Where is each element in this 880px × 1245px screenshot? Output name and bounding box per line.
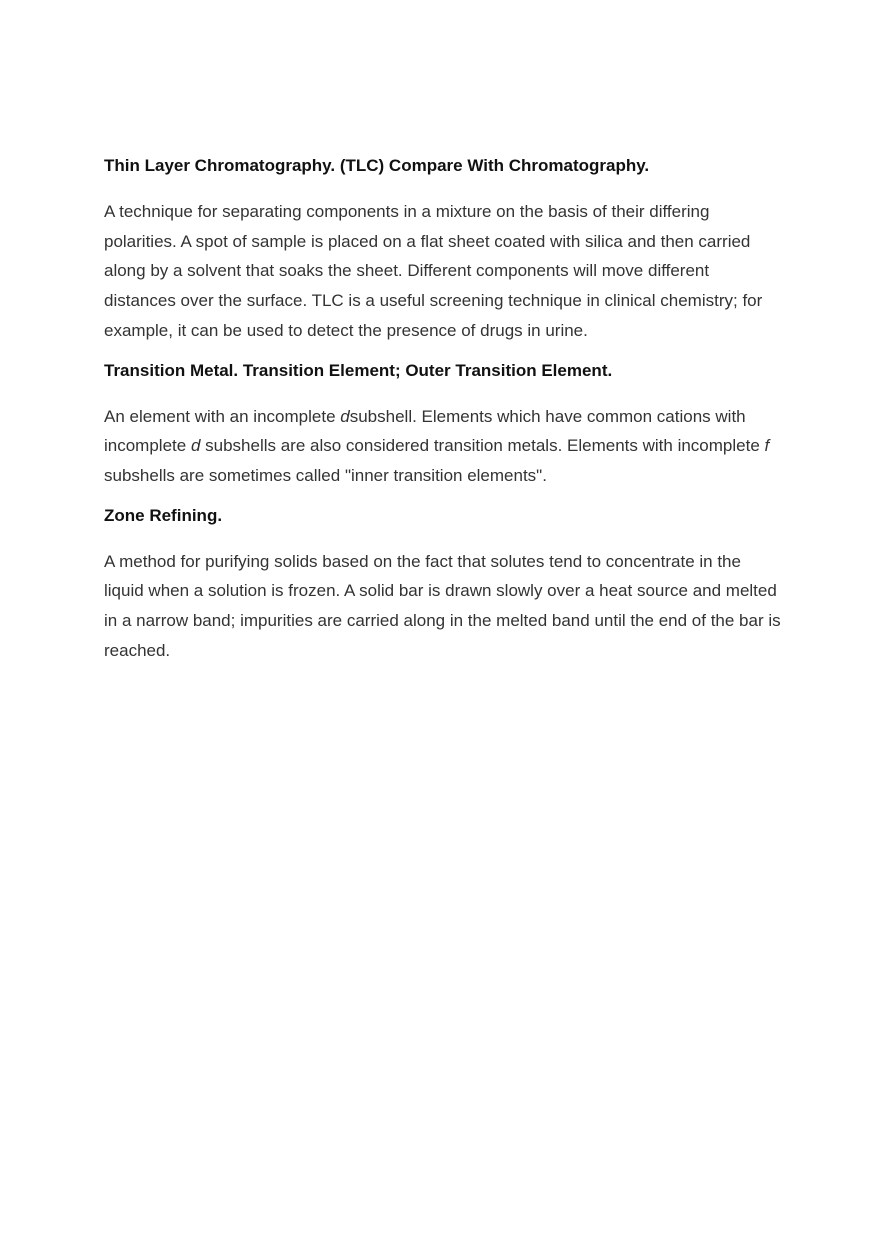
document-page — [104, 154, 784, 678]
entry-body-text: subshell. Elements which have common cations with incomplete — [104, 406, 746, 456]
entry-title: Transition Metal. Transition Element; Outer Transition Element. — [104, 360, 613, 380]
entry-body — [104, 402, 784, 491]
entry-body-text: An element with an incomplete — [104, 406, 341, 426]
entry-title: Zone Refining. — [104, 505, 223, 525]
entry-body-italic: d — [340, 406, 350, 426]
entry-title: Thin Layer Chromatography. (TLC) Compare With Chromatography. — [104, 156, 650, 175]
entry-body: A technique for separating components in a mixture on the basis of their differing polarities. A spot of sample is placed on a flat sheet coated with silica and then carried along by a solvent that soaks the sheet. Different components will move different distances over the surface. TLC is a useful screening technique in clinical chemistry; for example, it can be used to detect the presence of drugs in urine. — [104, 202, 763, 340]
entry-body-text: subshells are also considered transition metals. Elements with incomplete — [200, 436, 765, 456]
entry-body-text: subshells are sometimes called "inner transition elements". — [104, 465, 547, 485]
entry-body-italic: d — [190, 436, 201, 456]
glossary-entry-zone-refining — [104, 504, 784, 666]
glossary-entry-transition-metal — [104, 359, 784, 491]
entry-body-italic: f — [764, 436, 770, 456]
entry-body: A method for purifying solids based on the fact that solutes tend to concentrate in the liquid when a solution is frozen. A solid bar is drawn slowly over a heat source and melted in a narrow band; impurities are carried along in the melted band until the end of the bar is reached. — [104, 551, 781, 660]
glossary-entry-tlc — [104, 154, 784, 346]
